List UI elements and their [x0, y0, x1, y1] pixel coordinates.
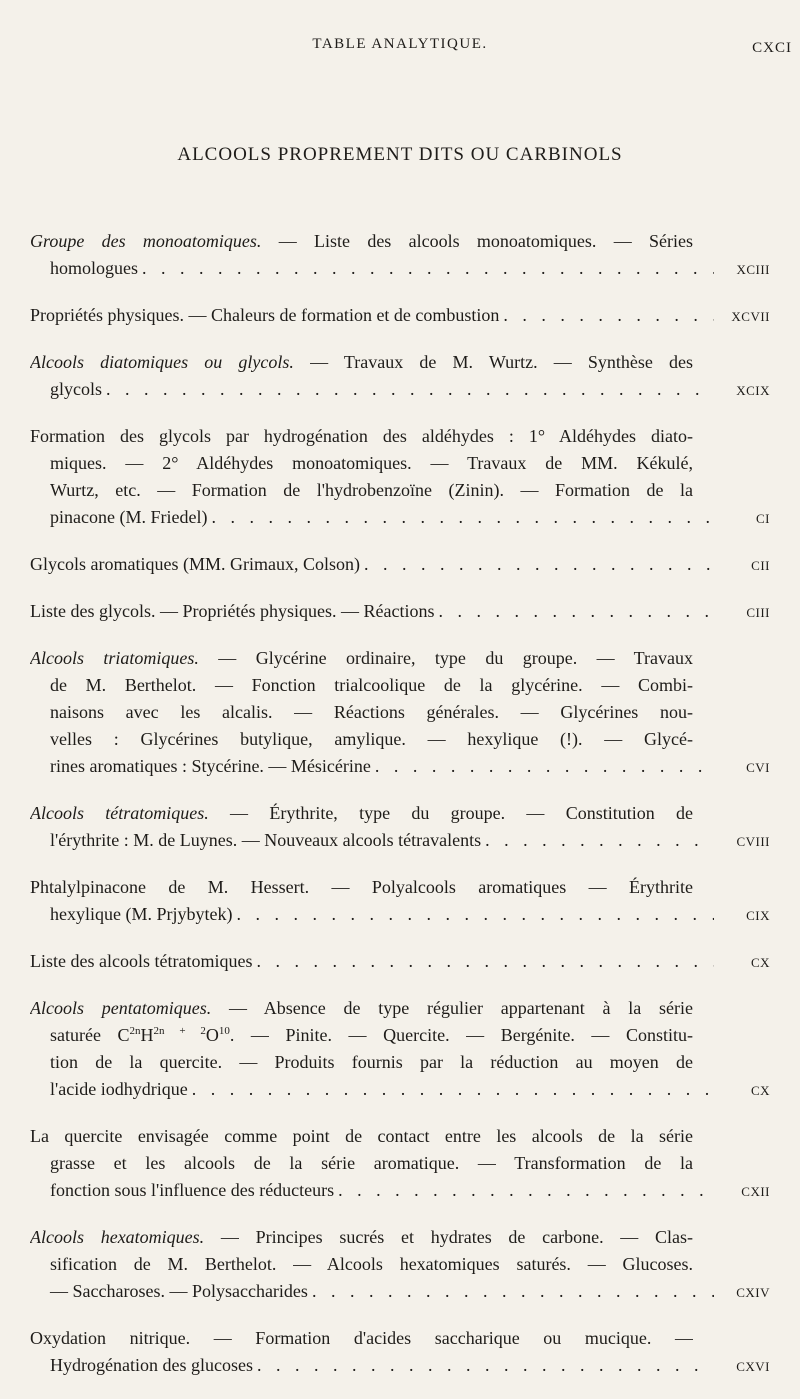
- entry-text: homologues: [50, 258, 138, 278]
- entry-text: . — Pinite. — Quercite. — Bergénite. — Constitu-: [229, 1025, 693, 1045]
- toc-entry-tetratomiques: [30, 800, 770, 854]
- running-title: TABLE ANALYTIQUE.: [312, 36, 488, 52]
- entry-text: Hydrogénation des glucoses: [50, 1355, 253, 1375]
- entry-line: [30, 349, 693, 376]
- dot-leader: [312, 1278, 714, 1305]
- page-number: XCIX: [736, 383, 770, 398]
- formula-exponent: 2n: [129, 1025, 141, 1037]
- dot-leader: [503, 302, 714, 329]
- toc-entry-formation-glycols: [30, 423, 770, 531]
- page-number: CVIII: [736, 834, 770, 849]
- toc-entry-liste-tetratomiques: [30, 948, 770, 975]
- entry-text: Glycols aromatiques (MM. Grimaux, Colson): [30, 554, 360, 574]
- entry-line: Phtalylpinacone de M. Hessert. — Polyalcools aromatiques — Érythrite: [30, 877, 693, 897]
- entry-line: miques. — 2° Aldéhydes monoatomiques. — Travaux de MM. Kékulé,: [50, 453, 693, 473]
- entry-text: rines aromatiques : Stycérine. — Mésicérine: [50, 756, 371, 776]
- entry-last-line: [30, 1352, 770, 1379]
- entry-line: [30, 645, 693, 672]
- entry-line: sification de M. Berthelot. — Alcools hexatomiques saturés. — Glucoses.: [50, 1254, 693, 1274]
- entry-text: hexylique (M. Prjybytek): [50, 904, 233, 924]
- toc-entry-phtalylpinacone: [30, 874, 770, 928]
- toc-entry-glycols-aromatiques: [30, 551, 770, 578]
- entry-heading: Alcools pentatomiques.: [30, 998, 212, 1018]
- page-number: CXVI: [736, 1359, 770, 1374]
- page-number: CX: [750, 955, 770, 970]
- toc-entry-monoatomiques: [30, 228, 770, 282]
- page-number: CXIV: [736, 1285, 770, 1300]
- page-number: CIII: [746, 605, 770, 620]
- page-number: CI: [756, 511, 770, 526]
- entry-text: Propriétés physiques. — Chaleurs de formation et de combustion: [30, 305, 500, 325]
- entry-heading: Alcools diatomiques ou glycols.: [30, 352, 294, 372]
- page-number: XCVII: [731, 309, 770, 324]
- entry-text: — Érythrite, type du groupe. — Constitution de: [208, 803, 693, 823]
- dot-leader: [192, 1076, 714, 1103]
- entry-line: naisons avec les alcalis. — Réactions générales. — Glycérines nou-: [50, 702, 693, 722]
- dot-leader: [236, 901, 714, 928]
- entry-text: Liste des glycols. — Propriétés physiques. — Réactions: [30, 601, 435, 621]
- table-of-contents: [30, 228, 770, 1399]
- entry-line: [30, 800, 693, 827]
- entry-heading: Alcools tétratomiques.: [30, 803, 209, 823]
- toc-entry-liste-glycols: [30, 598, 770, 625]
- entry-heading: Groupe des monoatomiques.: [30, 231, 262, 251]
- dot-leader: [485, 827, 714, 854]
- entry-line: [30, 1224, 693, 1251]
- entry-last-line: [30, 827, 770, 854]
- toc-entry-proprietes-physiques: [30, 302, 770, 329]
- section-title: ALCOOLS PROPREMENT DITS OU CARBINOLS: [177, 144, 623, 165]
- toc-entry-diatomiques: [30, 349, 770, 403]
- page-number: CVI: [746, 760, 770, 775]
- entry-text: — Absence de type régulier appartenant à la série: [211, 998, 693, 1018]
- formula-exponent: 2n + 2: [153, 1025, 206, 1037]
- entry-line: de M. Berthelot. — Fonction trialcoolique de la glycérine. — Combi-: [50, 675, 693, 695]
- dot-leader: [106, 376, 714, 403]
- entry-text: Liste des alcools tétratomiques: [30, 951, 253, 971]
- entry-last-line: [30, 901, 770, 928]
- dot-leader: [142, 255, 714, 282]
- dot-leader: [256, 948, 714, 975]
- entry-last-line: [30, 753, 770, 780]
- entry-text: saturée C: [50, 1025, 130, 1045]
- entry-text: l'érythrite : M. de Luynes. — Nouveaux alcools tétravalents: [50, 830, 482, 850]
- page-number: CIX: [746, 908, 770, 923]
- entry-last-line: [30, 1076, 770, 1103]
- dot-leader: [364, 551, 714, 578]
- entry-line: grasse et les alcools de la série aromatique. — Transformation de la: [50, 1153, 693, 1173]
- formula-exponent: 10: [218, 1025, 230, 1037]
- entry-line: Wurtz, etc. — Formation de l'hydrobenzoïne (Zinin). — Formation de la: [50, 480, 693, 500]
- dot-leader: [338, 1177, 714, 1204]
- entry-text: fonction sous l'influence des réducteurs: [50, 1180, 335, 1200]
- dot-leader: [257, 1352, 714, 1379]
- entry-text: l'acide iodhydrique: [50, 1079, 188, 1099]
- page-number: CII: [751, 558, 770, 573]
- entry-text: glycols: [50, 379, 102, 399]
- entry-last-line: [30, 1177, 770, 1204]
- entry-text: — Travaux de M. Wurtz. — Synthèse des: [293, 352, 693, 372]
- entry-line: La quercite envisagée comme point de contact entre les alcools de la série: [30, 1126, 693, 1146]
- entry-last-line: [30, 302, 770, 329]
- entry-text: H: [140, 1025, 154, 1045]
- dot-leader: [438, 598, 714, 625]
- entry-line: [30, 228, 693, 255]
- entry-heading: Alcools triatomiques.: [30, 648, 199, 668]
- running-head: [0, 32, 800, 56]
- entry-text: — Liste des alcools monoatomiques. — Séries: [261, 231, 693, 251]
- dot-leader: [375, 753, 714, 780]
- entry-text: — Saccharoses. — Polysaccharides: [50, 1281, 308, 1301]
- toc-entry-triatomiques: [30, 645, 770, 780]
- entry-last-line: [30, 504, 770, 531]
- entry-text: — Principes sucrés et hydrates de carbone. — Clas-: [204, 1227, 693, 1247]
- page-folio: CXCI: [752, 40, 792, 56]
- entry-text: — Glycérine ordinaire, type du groupe. — Travaux: [198, 648, 693, 668]
- dot-leader: [211, 504, 714, 531]
- entry-line: [30, 995, 693, 1022]
- entry-last-line: [30, 376, 770, 403]
- entry-last-line: [30, 551, 770, 578]
- toc-entry-pentatomiques: [30, 995, 770, 1103]
- entry-line: Formation des glycols par hydrogénation des aldéhydes : 1° Aldéhydes diato-: [30, 426, 693, 446]
- entry-text: pinacone (M. Friedel): [50, 507, 208, 527]
- entry-line: Oxydation nitrique. — Formation d'acides saccharique ou mucique. —: [30, 1328, 693, 1348]
- entry-text: O: [205, 1025, 219, 1045]
- entry-last-line: [30, 1278, 770, 1305]
- page-number: CX: [750, 1083, 770, 1098]
- entry-line-formula: [30, 1022, 693, 1049]
- entry-last-line: [30, 255, 770, 282]
- page-number: XCIII: [736, 262, 770, 277]
- entry-last-line: [30, 598, 770, 625]
- page-number: CXII: [741, 1184, 770, 1199]
- entry-line: tion de la quercite. — Produits fournis par la réduction au moyen de: [50, 1052, 693, 1072]
- toc-entry-oxydation-nitrique: [30, 1325, 770, 1379]
- entry-last-line: [30, 948, 770, 975]
- entry-line: velles : Glycérines butylique, amylique. — hexylique (!). — Glycé-: [50, 729, 693, 749]
- toc-entry-hexatomiques: [30, 1224, 770, 1305]
- entry-heading: Alcools hexatomiques.: [30, 1227, 205, 1247]
- toc-entry-quercite: [30, 1123, 770, 1204]
